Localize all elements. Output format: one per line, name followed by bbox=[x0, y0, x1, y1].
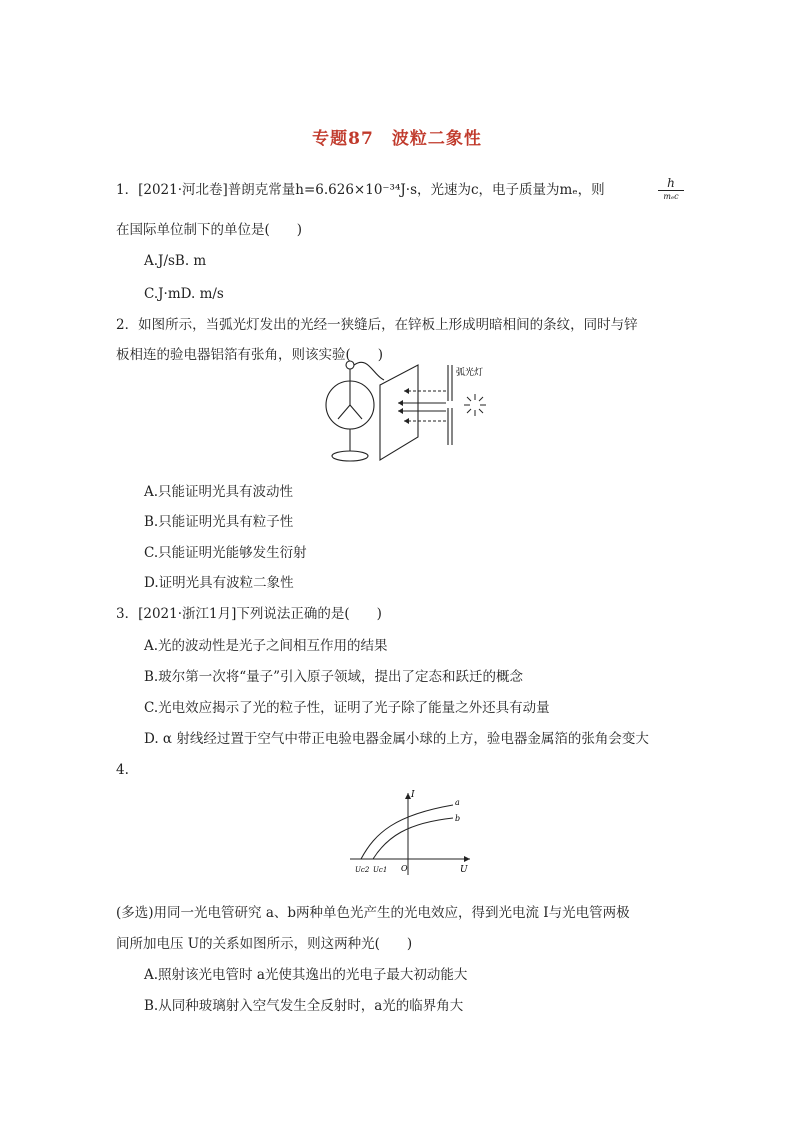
q2-stem-line1: 2．如图所示，当弧光灯发出的光经一狭缝后，在锌板上形成明暗相间的条纹，同时与锌 bbox=[116, 317, 638, 333]
q1-fraction-denominator: mₑc bbox=[663, 192, 679, 201]
q1-options-ab: A.J/sB. m bbox=[144, 253, 207, 269]
q2-option-a: A.只能证明光具有波动性 bbox=[144, 484, 294, 500]
arc-lamp-label: 弧光灯 bbox=[456, 368, 484, 378]
uc1-label: Uc1 bbox=[373, 866, 388, 874]
q2-experiment-figure bbox=[318, 355, 498, 470]
q4-iv-graph bbox=[345, 785, 480, 880]
electroscope-base bbox=[332, 451, 368, 461]
q4-option-b: B.从同种玻璃射入空气发生全反射时，a光的临界角大 bbox=[144, 998, 464, 1014]
graph-y-label: I bbox=[411, 790, 415, 800]
graph-x-label: U bbox=[460, 865, 468, 875]
q3-option-c: C.光电效应揭示了光的粒子性，证明了光子除了能量之外还具有动量 bbox=[144, 700, 550, 716]
curve-a bbox=[361, 805, 453, 859]
q1-stem-line2: 在国际单位制下的单位是( ) bbox=[116, 222, 303, 238]
q1-fraction bbox=[658, 176, 684, 203]
q4-number: 4. bbox=[116, 762, 129, 778]
q3-option-a: A.光的波动性是光子之间相互作用的结果 bbox=[144, 638, 388, 654]
q4-stem-line2: 间所加电压 U的关系如图所示，则这两种光( ) bbox=[116, 936, 413, 952]
electroscope-knob bbox=[346, 361, 354, 369]
q1-options-cd: C.J·mD. m/s bbox=[144, 286, 224, 302]
q1-stem-line1: 1．[2021·河北卷]普朗克常量h=6.626×10⁻³⁴J·s，光速为c，电子质量为mₑ，则 bbox=[116, 182, 605, 198]
q2-option-d: D.证明光具有波粒二象性 bbox=[144, 575, 294, 591]
q4-option-a: A.照射该光电管时 a光使其逸出的光电子最大初动能大 bbox=[144, 967, 468, 983]
zinc-plate bbox=[380, 365, 418, 460]
page-title: 专题87 波粒二象性 bbox=[312, 129, 482, 149]
q3-option-b: B.玻尔第一次将“量子”引入原子领域，提出了定态和跃迁的概念 bbox=[144, 669, 524, 685]
curve-b bbox=[373, 818, 453, 859]
curve-a-label: a bbox=[455, 798, 460, 807]
q3-stem: 3．[2021·浙江1月]下列说法正确的是( ) bbox=[116, 606, 382, 622]
arc-lamp-icon bbox=[464, 394, 486, 416]
q4-stem-line1: (多选)用同一光电管研究 a、b两种单色光产生的光电效应，得到光电流 I与光电管两极 bbox=[116, 905, 630, 921]
q2-option-c: C.只能证明光能够发生衍射 bbox=[144, 545, 307, 561]
q3-option-d: D. α 射线经过置于空气中带正电验电器金属小球的上方，验电器金属箔的张角会变大 bbox=[144, 731, 649, 747]
q2-stem-line2: 板相连的验电器铝箔有张角，则该实验( ) bbox=[116, 347, 384, 363]
graph-origin: O bbox=[401, 864, 408, 873]
curve-b-label: b bbox=[455, 814, 461, 823]
q1-fraction-numerator: h bbox=[658, 176, 684, 191]
uc2-label: Uc2 bbox=[355, 866, 370, 874]
q2-option-b: B.只能证明光具有粒子性 bbox=[144, 514, 294, 530]
